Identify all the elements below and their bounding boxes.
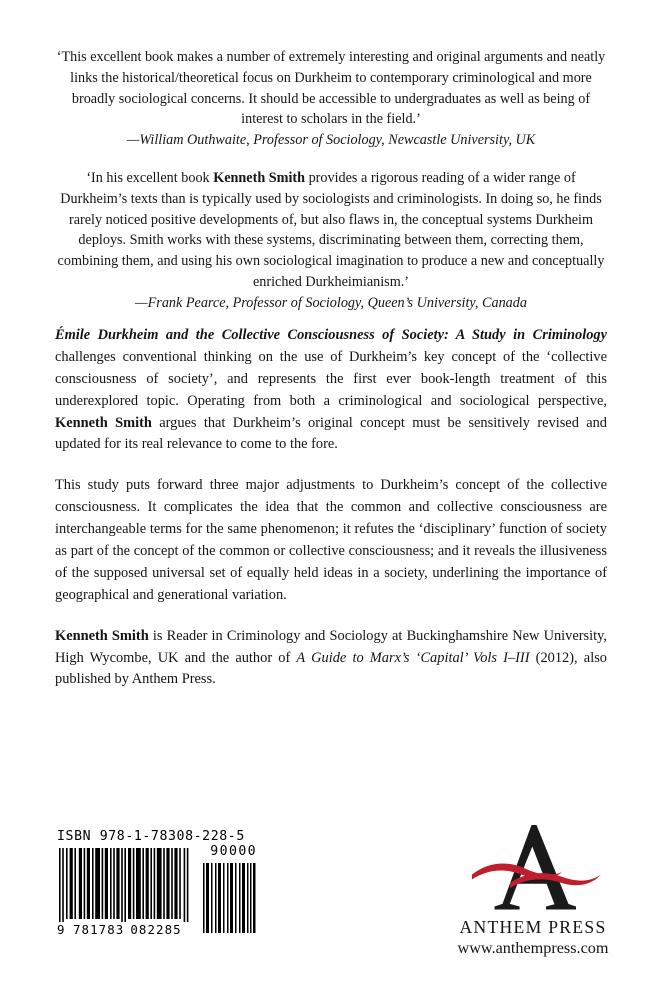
author-bio-end: (2012), also published by Anthem Press. (55, 649, 607, 688)
description-paragraph-1 (55, 325, 607, 456)
ean13-barcode-symbol (57, 848, 190, 933)
endorsement-attribution-1: —William Outhwaite, Professor of Sociology, Newcastle University, UK (126, 132, 536, 149)
book-title: Émile Durkheim and the Collective Consciousness of Society: A Study in Criminology (55, 327, 607, 343)
publisher-logo-block (418, 820, 648, 958)
endorsements-section (55, 47, 607, 314)
ean-right-group: 082285 (130, 922, 182, 937)
description-section (55, 325, 607, 691)
cover-footer (0, 812, 662, 993)
endorsement-quote-2 (55, 168, 607, 293)
author-bio-paragraph (55, 626, 607, 692)
isbn-line (57, 828, 257, 845)
isbn-label: ISBN 978-1-78308-228-5 (57, 829, 245, 844)
description-paragraph-1-end: argues that Durkheim’s original concept must be sensitively revised and updated for its real relevance to come to the fore. (55, 414, 607, 453)
endorsement-attribution-2: —Frank Pearce, Professor of Sociology, Queen’s University, Canada (135, 294, 527, 311)
endorsement-quote-2-prefix: ‘In his excellent book (86, 169, 214, 186)
anthem-press-logo-icon (418, 820, 648, 916)
barcode-addon-digits: 90000 (210, 844, 257, 859)
endorsement-quote-2-author-name: Kenneth Smith (213, 169, 306, 186)
prior-work-title: A Guide to Marx’s ‘Capital’ Vols I–III (296, 649, 530, 666)
publisher-url: www.anthempress.com (457, 938, 609, 957)
description-paragraph-2: This study puts forward three major adjustments to Durkheim’s concept of the collective consciousness. It complicates the idea that the common and collective consciousness are interchangeable terms for the same phenomenon; it refutes the ‘disciplinary’ function of society as part of the concept of the common or collective consciousness; and it reveals the illusiveness of the supposed universal set of equally held ideas in a society, underlining the importance of geographical and generational variation. (55, 477, 607, 603)
description-paragraph-1-body: challenges conventional thinking on the use of Durkheim’s key concept of the ‘collective consciousness of society’, and represents the first ever book-length treatment of this underexplored topic. Operating from both a criminological and sociological perspective, (55, 348, 607, 409)
author-bio-body: is Reader in Criminology and Sociology at Buckinghamshire New University, High Wycombe, UK and the author of (55, 627, 608, 666)
endorsement-quote-2-suffix: provides a rigorous reading of a wider range of Durkheim’s texts than is typically used by sociologists and criminologists. In doing so, he finds rarely noticed positive developments of, but also flaws in, the conceptual systems Durkheim deploys. Smith works with these systems, discriminating between them, correcting them, combining them, and using his own sociological imagination to produce a new and conceptually enriched Durkheimianism.’ (57, 169, 605, 290)
ean-lead-digit: 9 (57, 922, 65, 937)
publisher-name: ANTHEM PRESS (459, 917, 607, 937)
barcode-addon-symbol (202, 863, 257, 933)
barcode-block (57, 828, 257, 937)
ean-left-group: 781783 (73, 922, 125, 937)
endorsement-quote-1-text: ‘This excellent book makes a number of extremely interesting and original arguments and neatly links the historical/theoretical focus on Durkheim to contemporary criminological and more broadly sociological concerns. It should be accessible to undergraduates as well as being of interest to scholars in the field.’ (56, 49, 606, 128)
ean13-human-readable-digits (57, 922, 190, 937)
endorsement-quote-1 (55, 47, 607, 130)
author-name-inline: Kenneth Smith (55, 414, 152, 431)
author-bio-name: Kenneth Smith (55, 627, 149, 644)
